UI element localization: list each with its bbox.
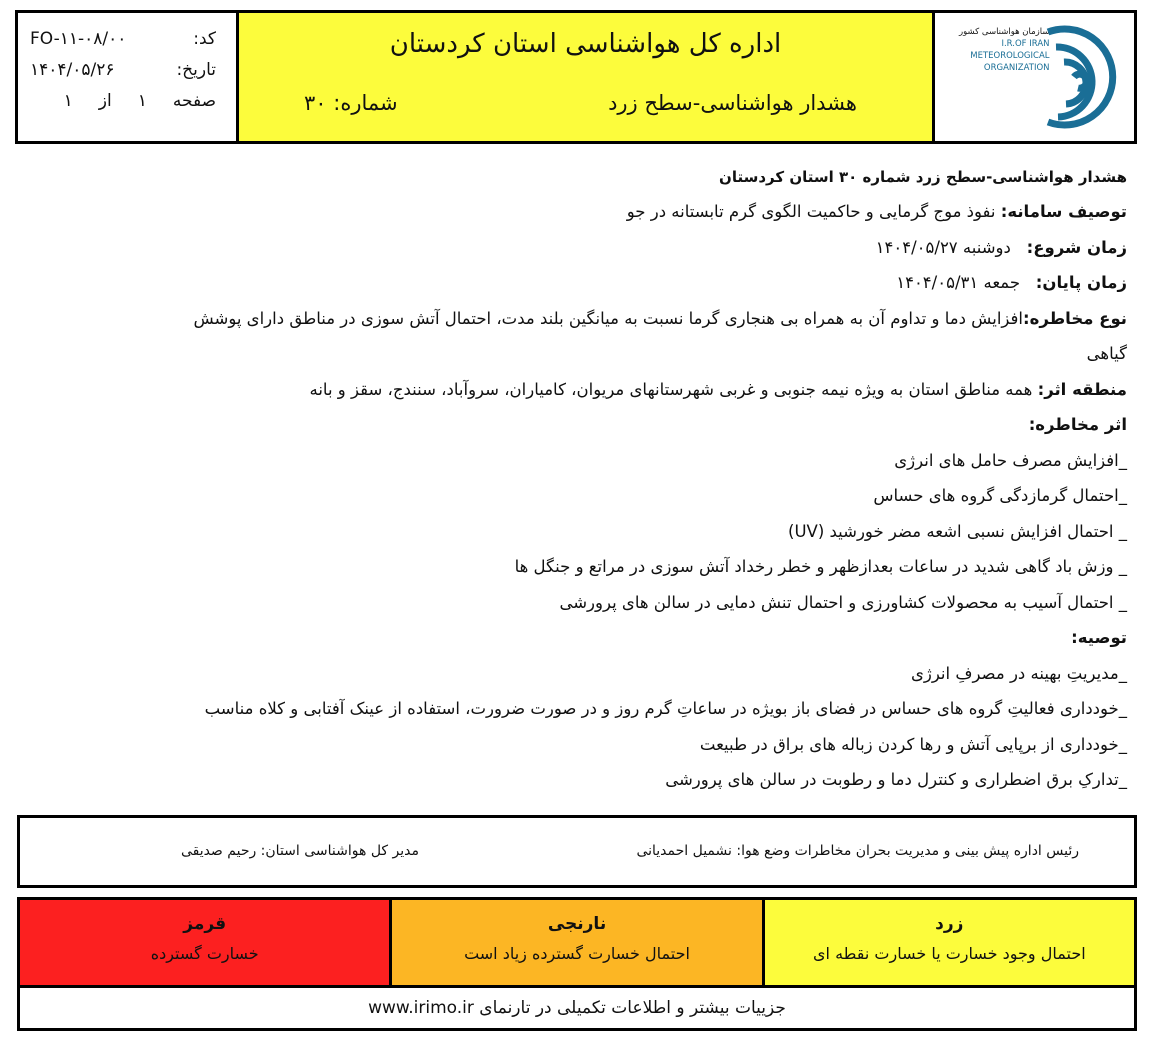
list-item: _افزایش مصرف حامل های انرژی [894, 450, 1127, 470]
header [15, 10, 1137, 144]
hazard-label: نوع مخاطره: [1022, 308, 1127, 328]
list-item: _خودداری از برپایی آتش و رها کردن زباله های براق در طبیعت [699, 734, 1127, 754]
logo-text-2: METEOROLOGICAL [970, 51, 1050, 61]
area-row [30, 372, 1127, 408]
end-value: جمعه ۱۴۰۴/۰۵/۳۱ [896, 273, 1021, 292]
page-number: ۱ [137, 90, 147, 111]
start-row [30, 230, 1127, 266]
level-name: نارنجی [547, 914, 607, 934]
level-yellow [765, 900, 1134, 985]
logo-text-1: I.R.OF IRAN [1001, 39, 1050, 49]
page-label: صفحه [172, 90, 216, 111]
logo-text-fa: سازمان هواشناسی کشور [959, 27, 1050, 37]
number-label: شماره: [333, 91, 398, 115]
area-value: همه مناطق استان به ویژه نیمه جنوبی و غربی شهرستانهای مریوان، کامیاران، سروآباد، سنندج، سقز و بانه [309, 379, 1033, 399]
start-label: زمان شروع: [1026, 237, 1127, 257]
level-desc: خسارت گسترده [150, 944, 259, 963]
end-label: زمان پایان: [1035, 273, 1127, 292]
end-row [30, 265, 1127, 301]
level-red [20, 900, 392, 985]
area-label: منطقه اثر: [1037, 379, 1127, 399]
warning-title: هشدار هواشناسی-سطح زرد [608, 91, 857, 115]
level-name: زرد [935, 914, 964, 934]
hazard-row-cont: گیاهی [1086, 344, 1127, 363]
level-orange [392, 900, 764, 985]
org-title: اداره کل هواشناسی استان کردستان [389, 29, 782, 59]
code-label: کد: [193, 28, 216, 49]
doc-meta [18, 13, 239, 141]
signatures-box [17, 815, 1137, 888]
system-label: توصیف سامانه: [1000, 202, 1127, 221]
warning-levels-legend [17, 897, 1137, 1031]
list-item: _احتمال گرمازدگی گروه های حساس [873, 486, 1127, 505]
meteorological-organization-emblem-icon [1038, 22, 1118, 132]
system-row [30, 194, 1127, 230]
list-item: _ احتمال آسیب به محصولات کشاورزی و احتمال تنش دمایی در سالن های پرورشی [559, 592, 1127, 612]
logo-text-3: ORGANIZATION [983, 63, 1050, 73]
warning-body [30, 160, 1127, 798]
warning-number [304, 91, 398, 115]
hazard-value: افزایش دما و تداوم آن به همراه بی هنجاری گرما نسبت به میانگین بلند مدت، احتمال آتش سوزی در مناطق دارای پوشش [193, 308, 1023, 328]
list-item: _تدارکِ برق اضطراری و کنترل دما و رطوبت در سالن های پرورشی [665, 770, 1127, 789]
advice-label: توصیه: [1071, 628, 1127, 647]
date-value: ۱۴۰۴/۰۵/۲۶ [30, 59, 115, 80]
director-signature: مدیر کل هواشناسی استان: رحیم صدیقی [180, 843, 419, 859]
header-title-cell [239, 13, 935, 141]
body-title: هشدار هواشناسی-سطح زرد شماره ۳۰ استان کردستان [719, 168, 1127, 186]
code-value: FO-۱۱-۰۸/۰۰ [30, 28, 127, 49]
number-value: ۳۰ [304, 91, 327, 115]
list-item: _مدیریتِ بهینه در مصرفِ انرژی [910, 663, 1127, 683]
logo [935, 13, 1134, 141]
start-value: دوشنبه ۱۴۰۴/۰۵/۲۷ [875, 237, 1011, 257]
hazard-row [30, 301, 1127, 337]
page-total: ۱ [63, 90, 73, 111]
list-item: _ احتمال افزایش نسبی اشعه مضر خورشید (UV) [788, 521, 1127, 541]
list-item: _ وزش باد گاهی شدید در ساعات بعدازظهر و خطر رخداد آتش سوزی در مراتع و جنگل ها [514, 557, 1127, 576]
effects-label: اثر مخاطره: [1028, 415, 1127, 434]
of-label: از [98, 90, 112, 111]
level-desc: احتمال وجود خسارت یا خسارت نقطه ای [813, 944, 1086, 963]
footer-website-note: جزییات بیشتر و اطلاعات تکمیلی در تارنمای www.irimo.ir [368, 998, 786, 1018]
level-name: قرمز [183, 914, 227, 934]
level-desc: احتمال خسارت گسترده زیاد است [464, 944, 690, 963]
system-value: نفوذ موج گرمایی و حاکمیت الگوی گرم تابستانه در جو [626, 202, 996, 221]
forecast-head-signature: رئیس اداره پیش بینی و مدیریت بحران مخاطرات وضع هوا: نشمیل احمدیانی [636, 843, 1079, 859]
date-label: تاریخ: [176, 59, 216, 80]
list-item: _خودداری فعالیتِ گروه های حساس در فضای باز بویژه در ساعاتِ گرم روز و در صورت ضرورت، استفاده از عینک آفتابی و کلاه مناسب [204, 699, 1127, 718]
